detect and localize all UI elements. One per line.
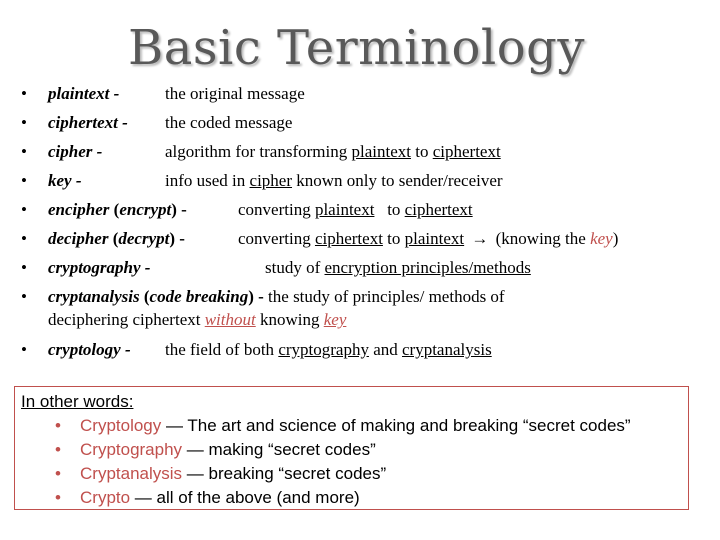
term-key: key - <box>48 171 82 190</box>
definition: converting plaintext to ciphertext <box>238 200 473 219</box>
in-other-words-box <box>14 386 689 510</box>
link-plaintext: plaintext <box>351 142 411 161</box>
bullet-icon: • <box>55 440 61 459</box>
bullet-icon: • <box>21 258 27 277</box>
list-item <box>0 139 720 165</box>
box-list-item: • Crypto — all of the above (and more) <box>15 486 685 510</box>
arrow-right-icon: → <box>471 229 489 248</box>
term-cipher: cipher - <box>48 142 103 161</box>
term-cryptology: cryptology - <box>48 340 131 359</box>
definition: the original message <box>165 84 305 103</box>
box-desc: breaking “secret codes” <box>208 464 387 483</box>
box-desc: The art and science of making and breaking “secret codes” <box>187 416 631 435</box>
term-decipher: decipher (decrypt) - <box>48 229 185 248</box>
term-cryptography: cryptography - <box>48 258 151 277</box>
list-item <box>0 81 720 107</box>
list-item <box>0 197 720 223</box>
list-item-continuation <box>0 307 720 333</box>
bullet-icon: • <box>21 287 27 306</box>
definition-continuation: deciphering ciphertext without knowing key <box>48 310 347 329</box>
definition: study of encryption principles/methods <box>265 258 531 277</box>
bullet-icon: • <box>21 229 27 248</box>
term-plaintext: plaintext - <box>48 84 120 103</box>
list-item <box>0 255 720 281</box>
box-list-item: • Cryptanalysis — breaking “secret codes” <box>15 462 685 486</box>
list-item <box>0 110 720 136</box>
box-term: Crypto <box>80 488 131 507</box>
definition: algorithm for transforming plaintext to ciphertext <box>165 142 501 161</box>
bullet-icon: • <box>21 84 27 103</box>
bullet-icon: • <box>55 464 61 483</box>
link-cipher: cipher <box>249 171 293 190</box>
list-item <box>0 337 720 363</box>
bullet-icon: • <box>21 142 27 161</box>
definition: info used in cipher known only to sender/receiver <box>165 171 503 190</box>
box-heading: In other words: <box>21 392 134 411</box>
bullet-icon: • <box>21 200 27 219</box>
list-item <box>0 226 720 252</box>
term-ciphertext: ciphertext - <box>48 113 128 132</box>
box-term: Cryptology <box>80 416 162 435</box>
definition: the coded message <box>165 113 293 132</box>
definition: the field of both cryptography and cryptanalysis <box>165 340 492 359</box>
box-list-item: • Cryptography — making “secret codes” <box>15 438 685 462</box>
term-encipher: encipher (encrypt) - <box>48 200 187 219</box>
box-desc: making “secret codes” <box>208 440 376 459</box>
bullet-icon: • <box>21 340 27 359</box>
slide-title: Basic Terminology <box>128 20 585 76</box>
bullet-icon: • <box>21 113 27 132</box>
box-term: Cryptography <box>80 440 183 459</box>
definition: converting ciphertext to plaintext → (knowing the key) <box>238 229 619 248</box>
term-cryptanalysis: cryptanalysis (code breaking) - the study of principles/ methods of <box>48 287 505 306</box>
link-ciphertext: ciphertext <box>432 142 501 161</box>
bullet-icon: • <box>55 488 61 507</box>
list-item <box>0 168 720 194</box>
bullet-icon: • <box>21 171 27 190</box>
box-desc: all of the above (and more) <box>156 488 360 507</box>
box-term: Cryptanalysis <box>80 464 183 483</box>
box-list-item: • Cryptology — The art and science of making and breaking “secret codes” <box>15 414 685 438</box>
bullet-icon: • <box>55 416 61 435</box>
